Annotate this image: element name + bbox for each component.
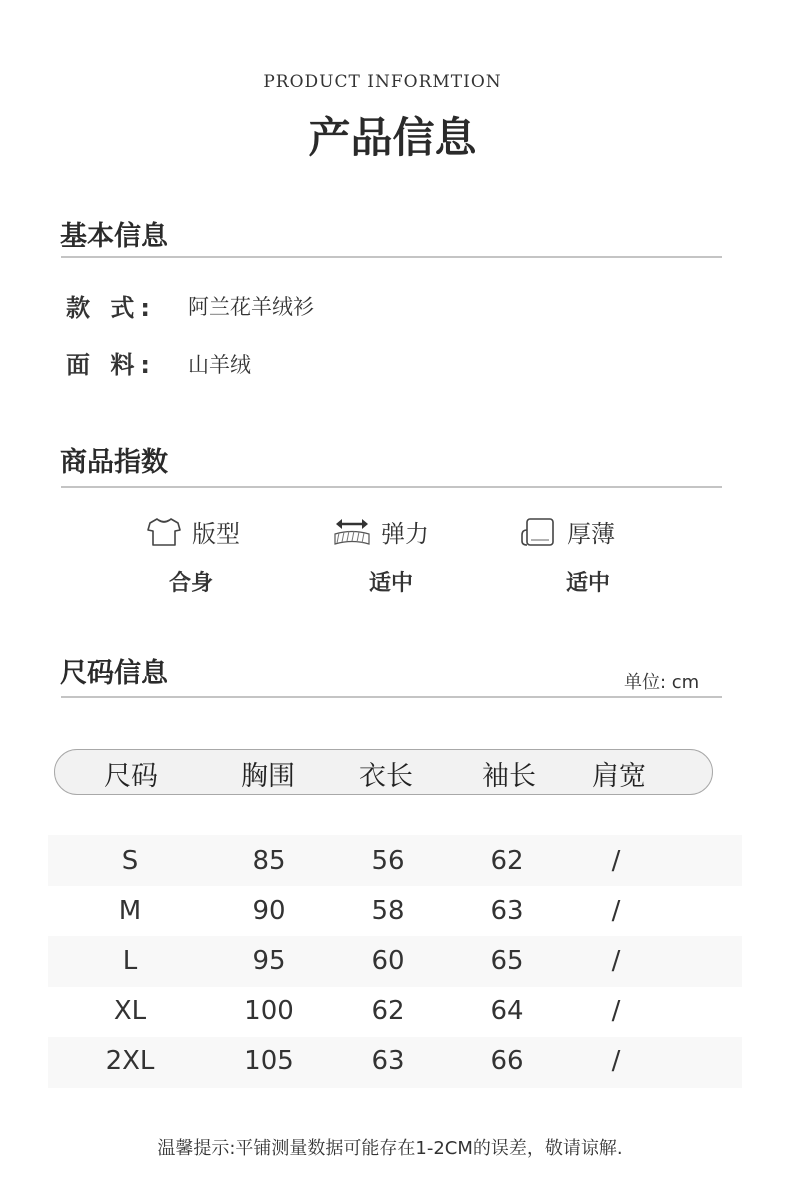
cell-shoulder: / — [611, 896, 621, 926]
header-shoulder: 肩宽 — [592, 761, 646, 792]
cell-length: 60 — [371, 946, 405, 976]
section-title-size: 尺码信息 — [60, 658, 168, 689]
style-value: 阿兰花羊绒衫 — [188, 295, 314, 319]
cell-length: 62 — [371, 996, 405, 1026]
cell-size: 2XL — [105, 1046, 155, 1076]
cell-shoulder: / — [611, 1046, 621, 1076]
index-item-fit — [146, 514, 240, 549]
cell-shoulder: / — [611, 846, 621, 876]
header-length: 衣长 — [359, 761, 413, 792]
header-size: 尺码 — [104, 761, 158, 792]
fabric-value: 山羊绒 — [188, 353, 251, 377]
index-value-thickness: 适中 — [566, 571, 611, 596]
section-title-basic: 基本信息 — [60, 221, 168, 252]
cell-length: 56 — [371, 846, 405, 876]
tshirt-icon — [146, 516, 182, 548]
section-divider — [61, 486, 722, 488]
cell-sleeve: 62 — [490, 846, 524, 876]
stretch-icon — [333, 516, 371, 548]
cell-size: S — [121, 846, 139, 876]
cell-length: 63 — [371, 1046, 405, 1076]
cell-chest: 85 — [252, 846, 286, 876]
cell-size: XL — [113, 996, 147, 1026]
cell-size: L — [122, 946, 138, 976]
measurement-note: 温馨提示:平铺测量数据可能存在1-2CM的误差，敬请谅解. — [157, 1138, 623, 1159]
index-item-thickness — [521, 514, 615, 549]
fabric-label: 面 料: — [66, 351, 156, 379]
cell-chest: 105 — [244, 1046, 294, 1076]
cell-shoulder: / — [611, 996, 621, 1026]
index-value-fit: 合身 — [169, 571, 214, 596]
cell-chest: 100 — [244, 996, 294, 1026]
index-item-stretch — [333, 514, 429, 549]
index-value-stretch: 适中 — [369, 571, 414, 596]
cell-shoulder: / — [611, 946, 621, 976]
header-sleeve: 袖长 — [482, 761, 536, 792]
index-label-thickness: 厚薄 — [567, 520, 615, 548]
section-title-index: 商品指数 — [60, 447, 168, 478]
style-label: 款 式: — [66, 294, 156, 322]
cell-chest: 90 — [252, 896, 286, 926]
cell-sleeve: 65 — [490, 946, 524, 976]
index-label-stretch: 弹力 — [381, 520, 429, 548]
index-label-fit: 版型 — [192, 520, 240, 548]
cell-chest: 95 — [252, 946, 286, 976]
header-chest: 胸围 — [241, 761, 295, 792]
unit-label: 单位: cm — [624, 672, 700, 693]
section-divider — [61, 256, 722, 258]
page-title: 产品信息 — [308, 113, 477, 162]
english-subtitle: PRODUCT INFORMTION — [263, 72, 502, 92]
section-divider — [61, 696, 722, 698]
cell-length: 58 — [371, 896, 405, 926]
cell-sleeve: 63 — [490, 896, 524, 926]
cell-sleeve: 64 — [490, 996, 524, 1026]
cell-sleeve: 66 — [490, 1046, 524, 1076]
cell-size: M — [118, 896, 142, 926]
fabric-fold-icon — [521, 516, 557, 548]
